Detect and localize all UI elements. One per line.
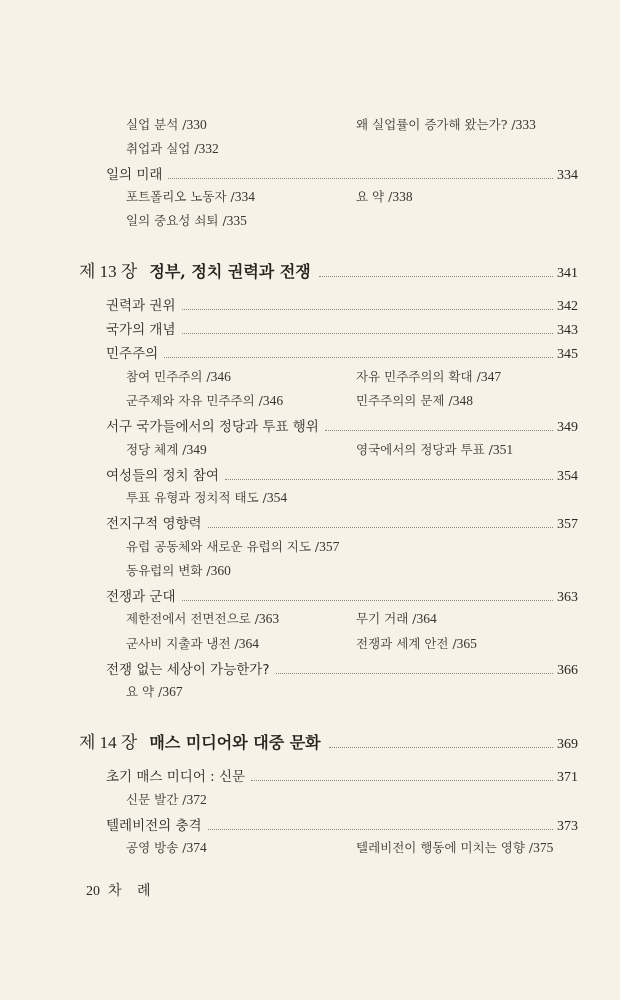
subsection-entry [126,115,207,133]
section-title: 초기 매스 미디어 : 신문 [106,769,246,785]
footer-page-number: 20 [86,884,100,899]
dot-leader [182,309,554,310]
subsection-entry [126,838,207,856]
subsection-title: 투표 유형과 정치적 태도 / [126,490,267,505]
section-title: 민주주의 [106,346,159,362]
subsection-title: 전쟁과 세계 안전 / [356,636,457,651]
subsection-entry [356,391,473,409]
subsection-entry [126,634,259,652]
section-page: 366 [557,663,578,678]
dot-leader [319,276,553,277]
subsection-page: 333 [515,117,536,132]
subsection-page: 357 [319,539,340,554]
section-entry [106,464,578,485]
section-entry [106,814,578,835]
section-entry [106,585,578,606]
subsection-entry [356,440,513,458]
subsection-entry [126,211,247,229]
subsection-title: 일의 중요성 쇠퇴 / [126,213,227,228]
subsection-page: 360 [210,563,231,578]
subsection-page: 375 [533,840,554,855]
page-footer [86,880,157,900]
dot-leader [325,430,553,431]
section-entry [106,163,578,184]
subsection-title: 텔레비전이 행동에 미치는 영향 / [356,840,534,855]
section-title: 텔레비전의 충격 [106,818,202,834]
chapter-heading [79,728,578,753]
subsection-page: 363 [258,611,280,626]
subsection-page: 374 [186,840,207,855]
section-page: 357 [557,517,578,532]
subsection-entry [126,391,283,409]
subsection-page: 330 [186,117,207,132]
dot-leader [182,600,554,601]
subsection-title: 요 약 / [126,684,163,699]
subsection-entry [126,139,219,157]
subsection-page: 348 [452,393,473,408]
subsection-page: 365 [456,636,477,651]
subsection-page: 349 [186,442,207,457]
chapter-number: 제 13 장 [79,262,138,281]
subsection-entry [126,561,231,579]
section-page: 342 [557,299,578,314]
subsection-title: 취업과 실업 / [126,141,199,156]
section-title: 전쟁과 군대 [106,589,176,605]
section-title: 서구 국가들에서의 정당과 투표 행위 [106,419,319,435]
subsection-title: 참여 민주주의 / [126,369,211,384]
section-title: 일의 미래 [106,167,163,183]
section-entry [106,658,578,679]
subsection-entry [356,838,553,856]
section-entry [106,765,578,786]
dot-leader [225,479,553,480]
dot-leader [329,747,553,748]
chapter-title: 정부, 정치 권력과 전쟁 [149,262,311,281]
subsection-title: 동유럽의 변화 / [126,563,211,578]
section-page: 334 [557,168,578,183]
section-entry [106,415,578,436]
subsection-page: 338 [392,189,413,204]
section-page: 371 [557,770,578,785]
dot-leader [276,673,554,674]
subsection-entry [126,367,231,385]
subsection-entry [126,187,255,205]
section-title: 여성들의 정치 참여 [106,468,219,484]
subsection-page: 372 [186,792,207,807]
chapter-title: 매스 미디어와 대중 문화 [149,733,321,752]
subsection-title: 유럽 공동체와 새로운 유럽의 지도 / [126,539,320,554]
subsection-entry [356,187,413,205]
subsection-entry [126,537,339,555]
section-title: 권력과 권위 [106,298,176,314]
chapter-number: 제 14 장 [79,733,138,752]
section-page: 343 [557,323,578,338]
subsection-title: 포트폴리오 노동자 / [126,189,235,204]
subsection-title: 군사비 지출과 냉전 / [126,636,239,651]
subsection-page: 335 [226,213,247,228]
subsection-page: 364 [416,611,437,626]
dot-leader [251,780,553,781]
subsection-entry [356,609,437,627]
subsection-title: 공영 방송 / [126,840,187,855]
dot-leader [182,333,554,334]
subsection-page: 346 [210,369,231,384]
subsection-entry [126,488,287,506]
dot-leader [168,178,553,179]
subsection-title: 왜 실업률이 증가해 왔는가? / [356,117,516,132]
dot-leader [208,829,553,830]
section-page: 363 [557,590,578,605]
subsection-title: 영국에서의 정당과 투표 / [356,442,493,457]
subsection-title: 실업 분석 / [126,117,187,132]
section-entry [106,342,578,363]
subsection-title: 군주제와 자유 민주주의 / [126,393,263,408]
subsection-title: 자유 민주주의의 확대 / [356,369,481,384]
section-page: 345 [557,347,578,362]
subsection-entry [356,115,536,133]
subsection-entry [126,609,279,627]
chapter-heading [79,257,578,282]
footer-title: 차 례 [108,884,157,899]
section-entry [106,512,578,533]
subsection-title: 신문 발간 / [126,792,187,807]
subsection-page: 334 [234,189,256,204]
subsection-page: 367 [162,684,183,699]
section-entry [106,294,578,315]
chapter-page: 369 [557,737,578,752]
section-title: 국가의 개념 [106,322,176,338]
section-title: 전쟁 없는 세상이 가능한가? [106,662,270,678]
subsection-entry [356,367,501,385]
subsection-title: 민주주의의 문제 / [356,393,453,408]
subsection-title: 제한전에서 전면전으로 / [126,611,259,626]
subsection-page: 364 [238,636,259,651]
section-page: 349 [557,420,578,435]
subsection-page: 351 [492,442,514,457]
subsection-entry [126,790,207,808]
subsection-page: 332 [198,141,219,156]
subsection-page: 346 [262,393,284,408]
subsection-page: 354 [266,490,288,505]
subsection-page: 347 [480,369,502,384]
section-page: 373 [557,819,578,834]
subsection-entry [126,440,207,458]
section-title: 전지구적 영향력 [106,516,202,532]
subsection-title: 무기 거래 / [356,611,417,626]
subsection-title: 요 약 / [356,189,393,204]
section-page: 354 [557,469,578,484]
subsection-title: 정당 체계 / [126,442,187,457]
subsection-entry [356,634,477,652]
section-entry [106,318,578,339]
dot-leader [208,527,553,528]
chapter-page: 341 [557,266,578,281]
subsection-entry [126,682,183,700]
dot-leader [164,357,553,358]
